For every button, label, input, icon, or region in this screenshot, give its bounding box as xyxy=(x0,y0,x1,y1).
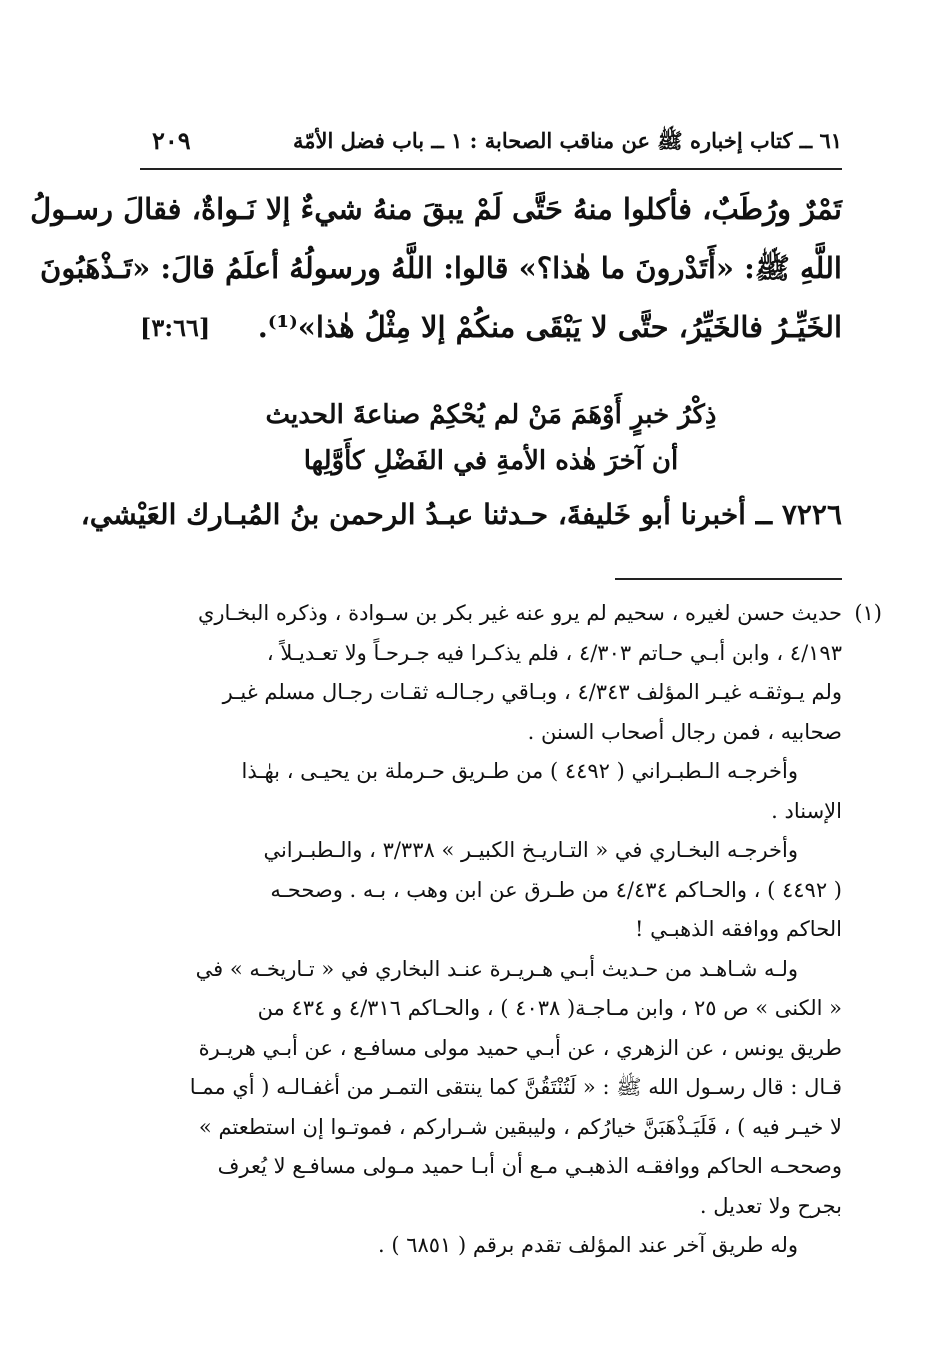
footnote-line: حديث حسن لغيره ، سحيم لم يرو عنه غير بكر بن سـوادة ، وذكره البخـاري xyxy=(197,601,842,625)
section-heading-line: أن آخرَ هٰذه الأمةِ في الفَضْلِ كأَوَّلِها xyxy=(303,446,679,476)
footnote-line: وصححـه الحاكم ووافقـه الذهبـي مـع أن أبـا حميد مـولى مسافـع لا يُعرف xyxy=(217,1154,842,1178)
footnote-line: الإسناد . xyxy=(771,798,842,823)
footnote-line: وله طريق آخر عند المؤلف تقدم برقم ( ٦٨٥١ ) . xyxy=(378,1233,798,1257)
footnote-paragraph xyxy=(140,752,842,831)
section-heading xyxy=(140,392,842,484)
footnote-paragraph xyxy=(140,594,842,752)
footnote-paragraph xyxy=(140,950,842,1227)
footnote-line: وأخرجـه البخـاري في « التـاريـخ الكبيـر » ٣/٣٣٨ ، والـطبـراني xyxy=(263,838,798,862)
footnote-line: وأخرجـه الـطبـراني ( ٤٤٩٢ ) من طـريق حـرملة بن يحيـى ، بهٰـذا xyxy=(241,759,798,783)
footnote-line: بجرح ولا تعديل . xyxy=(699,1193,842,1218)
footnote-line: ٤/١٩٣ ، وابن أبـي حـاتم ٤/٣٠٣ ، فلم يذكـرا فيه جـرحـاً ولا تعـديـلاً ، xyxy=(266,640,842,665)
header-divider xyxy=(140,168,842,170)
main-text-line xyxy=(140,298,842,357)
footnote-line: قـال : قال رسـول الله ﷺ : « لَتُنْتَقُنَّ كما ينتقى التمـر من أغفـالـه ( أي ممـا xyxy=(189,1075,842,1099)
main-text xyxy=(30,180,842,357)
footnote-paragraph xyxy=(140,1226,842,1266)
page-number: ٢٠٩ xyxy=(152,126,191,155)
hadith-chain: ٧٢٢٦ ــ أخبرنا أبو خَليفةَ، حـدثنا عبـدُ الرحمن بنُ المُبـارك العَيْشي، xyxy=(80,498,842,531)
footnote-line: ولـه شـاهـد من حـديث أبـي هـريـرة عنـد البخاري في « تـاريخـه » في xyxy=(195,956,798,981)
footnote-line: طريق يونس ، عن الزهري ، عن أبـي حميد مولى مسافـع ، عن أبـي هريـرة xyxy=(198,1035,842,1060)
main-text-line: اللَّهِ ﷺ: «أَتَدْرونَ ما هٰذا؟» قالوا: اللَّهُ ورسولُهُ أعلَمُ قالَ: «تَـذْهَبُونَ xyxy=(40,251,842,285)
footnote-line: ( ٤٤٩٢ ) ، والحـاكم ٤/٤٣٤ من طـرق عن ابن وهب ، بـه . وصححـه xyxy=(270,877,842,902)
footnote-marker: (١) xyxy=(854,601,882,625)
section-heading-line: ذِكْرُ خبرٍ أَوْهَمَ مَنْ لم يُحْكِمْ صناعةَ الحديث xyxy=(265,400,717,430)
footnote-line: « الكنى » ص ٢٥ ، وابن مـاجـة( ٤٠٣٨ ) ، والحـاكم ٤/٣١٦ و ٤٣٤ من xyxy=(257,996,842,1020)
hadith-reference: [٣:٦٦] xyxy=(140,313,211,342)
footnote-line: الحاكم ووافقه الذهبـي ! xyxy=(635,917,842,941)
footnote-line: ولم يـوثقـه غيـر المؤلف ٤/٣٤٣ ، وبـاقي رجـالـه ثقـات رجـال مسلم غيـر xyxy=(222,680,842,704)
running-header xyxy=(140,124,842,164)
footnotes xyxy=(140,594,882,1266)
footnote-separator xyxy=(615,578,842,580)
footnote-line: صحابيه ، فمن رجال أصحاب السنن . xyxy=(527,719,842,744)
footnote-line: لا خيـر فيه ) ، فَلَيَـذْهَبَنَّ خيارُكم ، وليبقين شـراركم ، فموتـوا إن استطعتم » xyxy=(198,1114,842,1139)
chapter-title: ٦١ ــ كتاب إخباره ﷺ عن مناقب الصحابة : ١ ــ باب فضل الأمّة xyxy=(293,128,842,153)
main-text-line: تَمْرٌ ورُطَبٌ، فأكلوا منهُ حَتَّى لَمْ يبقَ منهُ شيءٌ إلا نَـواةٌ، فقالَ رسـولُ xyxy=(30,192,842,226)
footnote-paragraph xyxy=(140,831,842,950)
main-text-line-content: الخَيِّـرُ فالخَيِّرُ، حتَّى لا يَبْقَى منكُمْ إلا مِثْلُ هٰذا»⁽¹⁾. xyxy=(257,310,842,344)
